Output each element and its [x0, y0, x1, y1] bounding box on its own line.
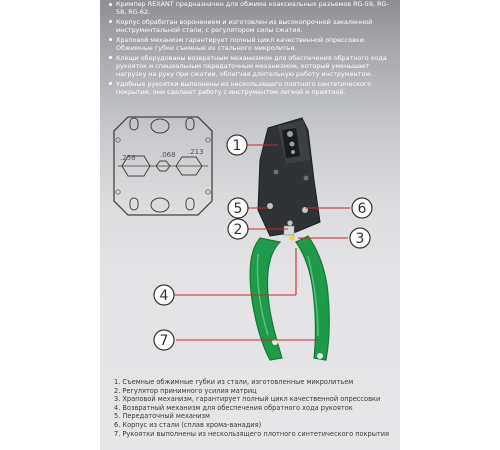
legend-item: 3. Храповой механизм, гарантирует полный цикл качественной опрессовки: [114, 395, 381, 404]
intro-paragraph: Клещи оборудованы возвратным механизмом для обеспечения обратного хода рукояток и специальным передаточным механизмом, который уменьшает нагрузку на руку при сжатии, облегчая длительную работу инструментом.: [108, 54, 398, 79]
intro-paragraph: Храповой механизм гарантирует полный цикл качественной опрессовки. Обжимные губки съемные из стального микролитья.: [108, 36, 398, 52]
crimper-handles: [250, 236, 329, 360]
legend-item: 7. Рукоятки выполнены из нескользящего плотного синтетического покрытия: [114, 429, 390, 438]
die-size-right: .213: [188, 148, 204, 156]
parts-legend: [114, 378, 398, 438]
intro-paragraph: Удобные рукоятки выполнены из нескользящего плотного синтетического покрытия, они сделают работу с инструментом легкой и приятной.: [108, 80, 398, 96]
legend-item: 5. Передаточный механизм: [114, 412, 210, 421]
die-diagram: [114, 117, 212, 215]
intro-paragraph: Кримпер REXANT предназначен для обжима коаксиальных разъемов RG-59, RG-58, RG-62.: [108, 0, 398, 16]
legend-item: 6. Корпус из стали (сплав хрома-ванадия): [114, 420, 262, 429]
die-size-mid: .068: [160, 151, 176, 159]
callout-5: 5: [233, 201, 243, 217]
callout-4: 4: [159, 288, 169, 304]
callout-6: 6: [357, 201, 367, 217]
callout-3: 3: [355, 231, 365, 247]
product-card: [100, 0, 400, 450]
die-size-left: .256: [120, 154, 136, 162]
legend-item: 2. Регулятор принимного усилия матриц: [114, 386, 257, 395]
callout-1: 1: [232, 138, 242, 154]
callout-7: 7: [159, 333, 169, 349]
crimper-illustration: [100, 0, 400, 380]
callout-2: 2: [233, 222, 243, 238]
legend-item: 4. Возвратный механизм для обеспечения обратного хода рукояток: [114, 403, 353, 412]
intro-paragraph: Корпус обработан воронением и изготовлен из высокопрочной закаленной инструментальной стали, с регулятором силы сжатия.: [108, 18, 398, 34]
crimper-head: [258, 118, 320, 241]
legend-item: 1. Съемные обжимные губки из стали, изготовленные микролитьем: [114, 378, 354, 386]
